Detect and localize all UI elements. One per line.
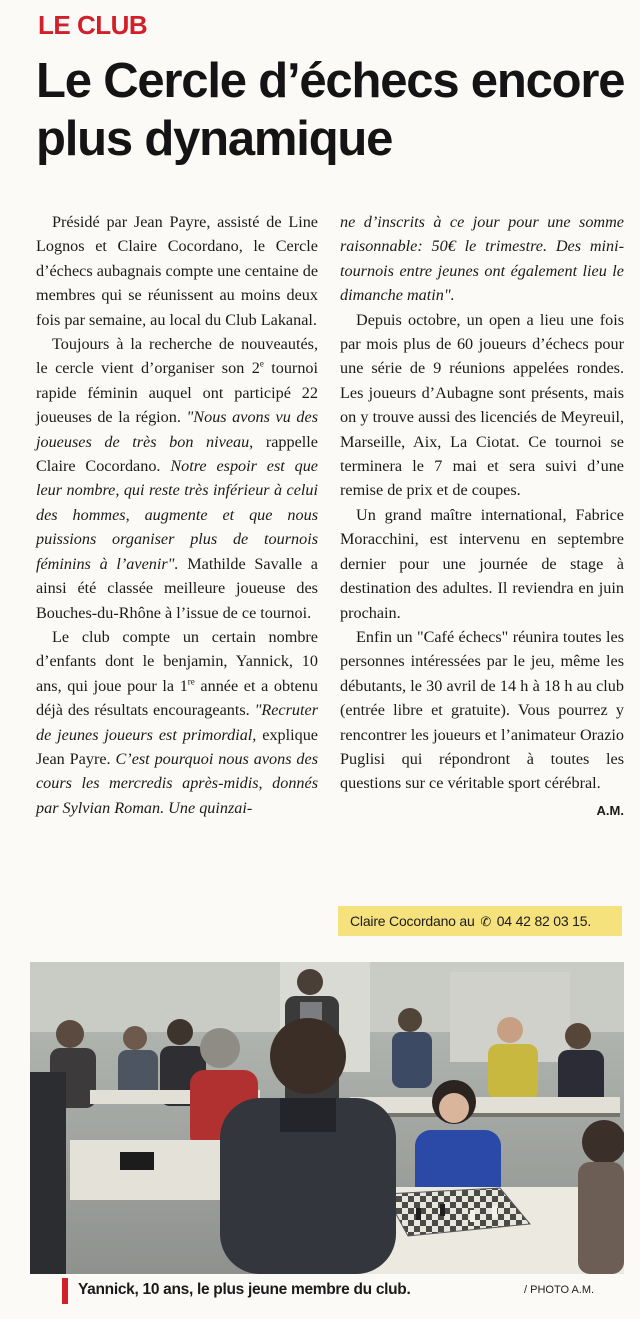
article-photo xyxy=(30,962,624,1274)
article-headline: Le Cercle d’échecs encore plus dynamique xyxy=(36,54,625,166)
contact-phone: 04 42 82 03 15. xyxy=(496,913,592,929)
article-column-right xyxy=(340,210,624,823)
section-kicker: LE CLUB xyxy=(38,10,148,40)
paragraph: Un grand maître international, Fabrice Moracchini, est intervenu en septembre dernier pour une journée de stage à destination des adultes. Il reviendra en juin prochain. xyxy=(340,505,624,622)
chess-club-photo xyxy=(30,962,624,1274)
paragraph: Présidé par Jean Payre, assisté de Line Lognos et Claire Cocordano, le Cercle d’échecs aubagnais compte une centaine de membres qui se réunissent au moins deux fois par semaine, au local du Club Lakanal. xyxy=(36,213,318,329)
paragraph: Depuis octobre, un open a lieu une fois par mois plus de 60 joueurs d’échecs pour une série de 9 réunions appelées rondes. Les joueurs d’Aubagne sont présents, mais on y trouve aussi des licenciés de Meyreuil, Marseille, Aix, La Ciotat. Ce tournoi se terminera le 7 mai et sera suivi d’une remise de prix et de coupes. xyxy=(340,310,624,500)
paragraph: Enfin un "Café échecs" réunira toutes les personnes intéressées par le jeu, même les débutants, le 30 avril de 14 h à 18 h au club (entrée libre et gratuite). Vous pourrez y rencontrer les joueurs et l’animateur Orazio Puglisi qui répondront à toutes les questions sur ce véritable sport cérébral. A.M. xyxy=(340,625,624,796)
paragraph: ne d’inscrits à ce jour pour une somme raisonnable: 50€ le trimestre. Des mini-tournois entre jeunes ont également lieu le dimanche matin". xyxy=(340,213,624,305)
caption-accent-bar xyxy=(62,1278,68,1304)
author-signature: A.M. xyxy=(596,802,624,818)
contact-box xyxy=(338,906,622,936)
photo-credit: / PHOTO A.M. xyxy=(524,1284,595,1296)
photo-caption: Yannick, 10 ans, le plus jeune membre du club. xyxy=(78,1281,411,1298)
article-column-left xyxy=(36,210,318,820)
paragraph: Toujours à la recherche de nouveautés, le cercle vient d’organiser son 2e tournoi rapide féminin auquel ont participé 22 joueuses de la région. "Nous avons vu des joueuses de très bon niveau, rappelle Claire Cocordano. Notre espoir est que leur nombre, qui reste très inférieur à celui des hommes, augmente et que nous puissions organiser plus de tournois féminins à l’avenir". Mathilde Savalle a ainsi été classée meilleure joueuse des Bouches-du-Rhône à l’issue de ce tournoi. xyxy=(36,335,318,622)
contact-name: Claire Cocordano au xyxy=(350,913,475,929)
paragraph: Le club compte un certain nombre d’enfants dont le benjamin, Yannick, 10 ans, qui joue pour la 1re année et a obtenu déjà des résultats encourageants. "Recruter de jeunes joueurs est primordial, explique Jean Payre. C’est pourquoi nous avons des cours les mercredis après-midis, donnés par Sylvian Roman. Une quinzai- xyxy=(36,627,318,817)
phone-icon: ✆ xyxy=(480,914,492,929)
